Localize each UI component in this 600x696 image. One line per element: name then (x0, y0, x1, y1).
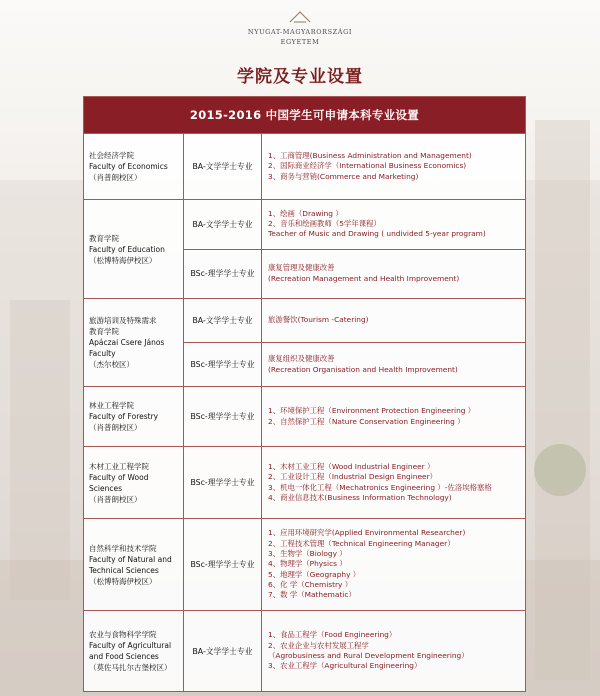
faculty-campus: （松博特海伊校区） (89, 576, 157, 586)
faculty-campus: （肖普朗校区） (89, 423, 142, 432)
program-item: （Agrobusiness and Rural Development Engineering） (268, 651, 469, 660)
degree-row (184, 134, 525, 199)
program-list (262, 387, 525, 446)
program-list (262, 519, 525, 610)
faculty-campus: （松博特海伊校区） (89, 255, 157, 265)
faculty-cell (84, 299, 184, 386)
degree-type: BA-文学学士专业 (184, 611, 262, 691)
faculty-campus: （肖普朗校区） (89, 494, 142, 504)
degree-type: BA-文学学士专业 (184, 134, 262, 199)
faculty-name-en: Faculty of Education (89, 244, 165, 254)
program-list (262, 200, 525, 249)
program-item: 2、农业企业与农村发展工程学 (268, 640, 369, 650)
program-item: 5、地理学（Geography ） (268, 569, 361, 579)
program-item: Teacher of Music and Drawing ( undivided 5-year program) (268, 229, 486, 239)
faculty-cell (84, 447, 184, 518)
program-item: 1、绘画（Drawing ） (268, 208, 343, 218)
degree-type: BSc-理学学士专业 (184, 343, 262, 386)
program-item: 7、数 学（Mathematic） (268, 590, 356, 600)
faculty-name-cn: 教育学院 (89, 327, 119, 336)
program-item: 1、工商管理(Business Administration and Management) (268, 151, 472, 161)
program-item: 3、农业工程学（Agricultural Engineering） (268, 661, 422, 671)
program-item: 2、工程技术管理（Technical Engineering Manager） (268, 538, 455, 548)
faculty-name-en: Faculty of Economics (89, 162, 168, 171)
faculty-name-cn: 木材工业工程学院 (89, 461, 149, 471)
program-item: 康复组织及健康改善 (268, 354, 335, 364)
faculty-name-cn: 旅游培训及特殊需求 (89, 316, 157, 325)
program-item: 康复管理及健康改善 (268, 263, 335, 273)
faculty-row-wood-sciences (84, 446, 525, 518)
faculty-name-en: Faculty of Natural and (89, 554, 172, 564)
program-item: 1、食品工程学（Food Engineering） (268, 630, 397, 640)
faculty-name-en: Faculty (89, 349, 116, 358)
program-item: 4、商业信息技术(Business Information Technology) (268, 492, 452, 502)
faculty-name-cn: 自然科学和技术学院 (89, 543, 157, 553)
program-list (262, 447, 525, 518)
program-item: 1、木材工业工程（Wood Industrial Engineer ） (268, 461, 435, 471)
degree-row (184, 519, 525, 610)
faculty-name-cn: 教育学院 (89, 233, 119, 243)
degree-type: BA-文学学士专业 (184, 200, 262, 249)
faculty-cell (84, 611, 184, 691)
degree-row (184, 249, 525, 299)
degree-type: BSc-理学学士专业 (184, 447, 262, 518)
degree-row (184, 447, 525, 518)
page-title: 学院及专业设置 (237, 67, 363, 87)
page-header (0, 0, 600, 96)
program-item: 3、生物学（Biology ） (268, 549, 347, 559)
program-list (262, 611, 525, 691)
faculty-name-en: Faculty of Wood (89, 472, 149, 482)
faculty-name-cn: 农业与食物科学学院 (89, 630, 157, 639)
university-name-line2: EGYETEM (280, 38, 320, 46)
table-title: 2015-2016 中国学生可申请本科专业设置 (84, 97, 525, 133)
faculty-row-natural-sciences (84, 518, 525, 610)
program-list (262, 343, 525, 386)
faculty-row-forestry (84, 386, 525, 446)
program-item: (Recreation Organisation and Health Improvement) (268, 364, 458, 374)
faculty-name-cn: 林业工程学院 (89, 401, 134, 410)
program-item: 4、物理学（Physics ） (268, 559, 347, 569)
faculty-row-economics (84, 133, 525, 199)
program-item: 3、机电一体化工程（Mechatronics Engineering ）-佐洛埃格塞格 (268, 482, 492, 492)
faculty-name-en: Apáczai Csere János (89, 338, 165, 347)
program-item: 1、应用环境研究学(Applied Environmental Researcher) (268, 528, 466, 538)
university-name-line1: NYUGAT-MAGYARORSZÁGI (247, 28, 353, 36)
degree-row (184, 299, 525, 342)
degree-type: BSc-理学学士专业 (184, 519, 262, 610)
program-list (262, 134, 525, 199)
degree-row (184, 342, 525, 386)
program-item: 1、环境保护工程（Environment Protection Engineering ） (268, 406, 476, 416)
program-item: 6、化 学（Chemistry ） (268, 579, 353, 589)
program-item: (Recreation Management and Health Improvement) (268, 273, 460, 283)
program-list (262, 299, 525, 342)
degree-type: BA-文学学士专业 (184, 299, 262, 342)
degree-row (184, 387, 525, 446)
degree-row (184, 611, 525, 691)
faculty-cell (84, 200, 184, 298)
programs-table (83, 96, 526, 692)
faculty-name-en: Faculty of Agricultural (89, 641, 172, 650)
program-item: 旅游餐饮(Tourism -Catering) (268, 315, 369, 325)
degree-row (184, 200, 525, 249)
faculty-cell (84, 134, 184, 199)
faculty-cell (84, 519, 184, 610)
degree-type: BSc-理学学士专业 (184, 387, 262, 446)
program-list (262, 250, 525, 299)
program-item: 3、商务与营销(Commerce and Marketing) (268, 171, 419, 181)
university-emblem-icon (288, 10, 312, 24)
faculty-row-apaczai (84, 298, 525, 386)
degree-type: BSc-理学学士专业 (184, 250, 262, 299)
faculty-campus: （杰尔校区） (89, 360, 134, 369)
program-item: 2、自然保护工程（Nature Conservation Engineering ） (268, 416, 465, 426)
faculty-cell (84, 387, 184, 446)
faculty-row-education (84, 199, 525, 298)
faculty-name-en: Sciences (89, 483, 122, 493)
faculty-name-en: Technical Sciences (89, 565, 159, 575)
program-item: 2、国际商业经济学（International Business Economics) (268, 161, 467, 171)
faculty-campus: （莫佐马扎尔古堡校区） (89, 663, 172, 672)
program-item: 2、音乐和绘画教师（5学年课程） (268, 219, 381, 229)
faculty-campus: （肖普朗校区） (89, 173, 142, 182)
faculty-name-cn: 社会经济学院 (89, 151, 134, 160)
faculty-name-en: and Food Sciences (89, 652, 159, 661)
faculty-row-agricultural (84, 610, 525, 691)
faculty-name-en: Faculty of Forestry (89, 412, 159, 421)
program-item: 2、工业设计工程（Industrial Design Engineer） (268, 472, 438, 482)
